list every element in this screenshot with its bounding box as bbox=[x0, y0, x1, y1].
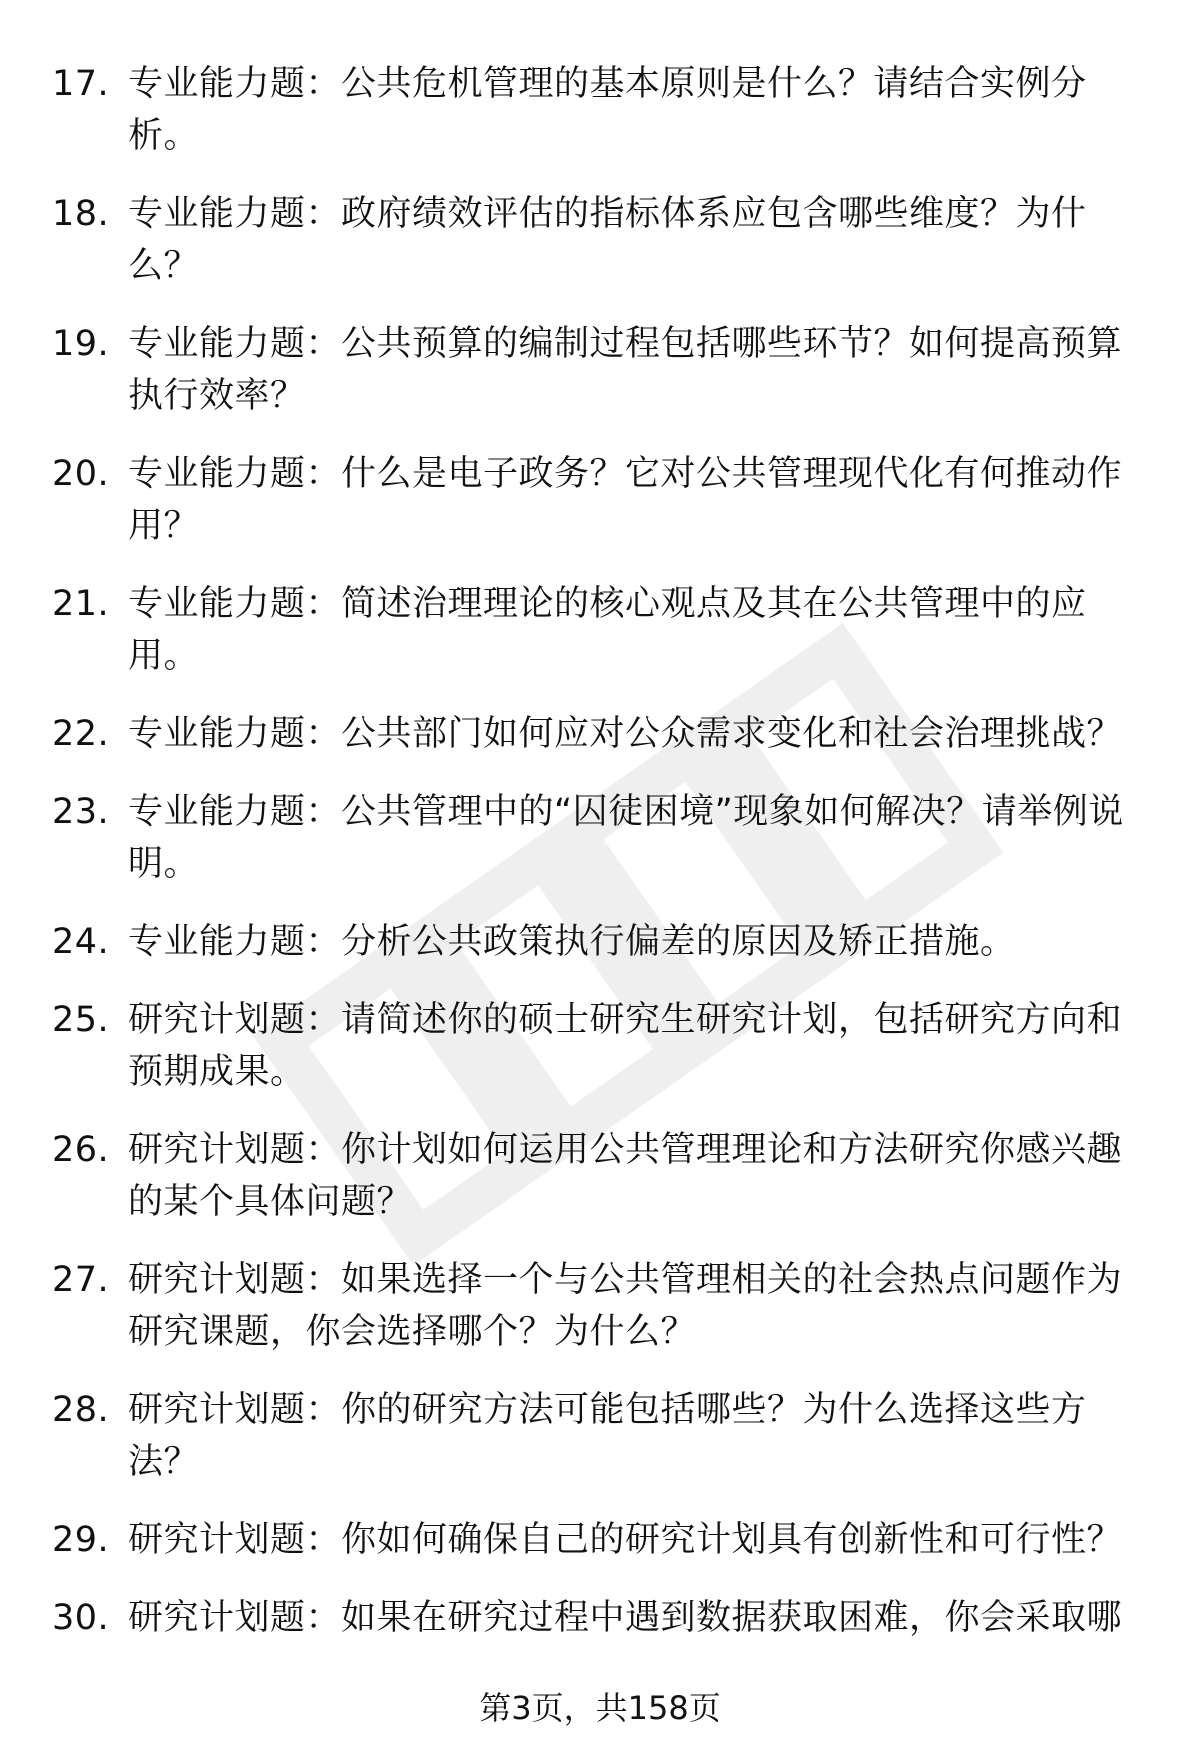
question-number: 17. bbox=[52, 64, 110, 104]
question-category: 专业能力题： bbox=[128, 584, 342, 624]
list-item bbox=[0, 786, 1200, 890]
question-number: 22. bbox=[52, 714, 110, 754]
question-number: 23. bbox=[52, 792, 110, 832]
question-text: 政府绩效评估的指标体系应包含哪些维度？为什么？ bbox=[128, 194, 1087, 286]
question-category: 研究计划题： bbox=[128, 1260, 342, 1300]
list-item bbox=[0, 188, 1200, 292]
question-text: 如果选择一个与公共管理相关的社会热点问题作为研究课题，你会选择哪个？为什么？ bbox=[128, 1260, 1123, 1352]
question-text: 你计划如何运用公共管理理论和方法研究你感兴趣的某个具体问题？ bbox=[128, 1130, 1123, 1222]
list-item bbox=[0, 916, 1200, 968]
question-category: 研究计划题： bbox=[128, 1000, 342, 1040]
question-text: 公共危机管理的基本原则是什么？请结合实例分析。 bbox=[128, 64, 1087, 156]
question-text: 公共部门如何应对公众需求变化和社会治理挑战？ bbox=[341, 714, 1123, 754]
question-text: 什么是电子政务？它对公共管理现代化有何推动作用？ bbox=[128, 454, 1123, 546]
question-text: 如果在研究过程中遇到数据获取困难，你会采取哪 bbox=[341, 1598, 1123, 1638]
question-text: 请简述你的硕士研究生研究计划，包括研究方向和预期成果。 bbox=[128, 1000, 1123, 1092]
question-number: 21. bbox=[52, 584, 110, 624]
list-item bbox=[0, 1124, 1200, 1228]
question-text: 分析公共政策执行偏差的原因及矫正措施。 bbox=[341, 922, 1016, 962]
question-number: 28. bbox=[52, 1390, 110, 1430]
question-category: 专业能力题： bbox=[128, 194, 342, 234]
list-item bbox=[0, 58, 1200, 162]
list-item bbox=[0, 318, 1200, 422]
question-text: 简述治理理论的核心观点及其在公共管理中的应用。 bbox=[128, 584, 1087, 676]
list-item bbox=[0, 994, 1200, 1098]
list-item bbox=[0, 1592, 1200, 1644]
question-number: 25. bbox=[52, 1000, 110, 1040]
question-number: 20. bbox=[52, 454, 110, 494]
list-item bbox=[0, 578, 1200, 682]
page-footer: 第3页，共158页 bbox=[479, 1689, 721, 1727]
question-category: 专业能力题： bbox=[128, 922, 342, 962]
question-text: 公共预算的编制过程包括哪些环节？如何提高预算执行效率？ bbox=[128, 324, 1123, 416]
list-item bbox=[0, 1254, 1200, 1358]
question-category: 研究计划题： bbox=[128, 1130, 342, 1170]
question-category: 研究计划题： bbox=[128, 1598, 342, 1638]
question-category: 专业能力题： bbox=[128, 324, 342, 364]
question-text: 你如何确保自己的研究计划具有创新性和可行性？ bbox=[341, 1520, 1123, 1560]
question-category: 研究计划题： bbox=[128, 1520, 342, 1560]
question-text: 公共管理中的“囚徒困境”现象如何解决？请举例说明。 bbox=[128, 792, 1124, 884]
question-category: 专业能力题： bbox=[128, 454, 342, 494]
question-category: 研究计划题： bbox=[128, 1390, 342, 1430]
question-number: 26. bbox=[52, 1130, 110, 1170]
question-category: 专业能力题： bbox=[128, 714, 342, 754]
list-item bbox=[0, 448, 1200, 552]
list-item bbox=[0, 1384, 1200, 1488]
question-text: 你的研究方法可能包括哪些？为什么选择这些方法？ bbox=[128, 1390, 1087, 1482]
list-item bbox=[0, 1514, 1200, 1566]
question-number: 27. bbox=[52, 1260, 110, 1300]
question-category: 专业能力题： bbox=[128, 64, 342, 104]
question-number: 24. bbox=[52, 922, 110, 962]
question-list bbox=[0, 58, 1200, 1670]
question-number: 29. bbox=[52, 1520, 110, 1560]
list-item bbox=[0, 708, 1200, 760]
question-number: 18. bbox=[52, 194, 110, 234]
question-number: 19. bbox=[52, 324, 110, 364]
question-category: 专业能力题： bbox=[128, 792, 342, 832]
question-number: 30. bbox=[52, 1598, 110, 1638]
